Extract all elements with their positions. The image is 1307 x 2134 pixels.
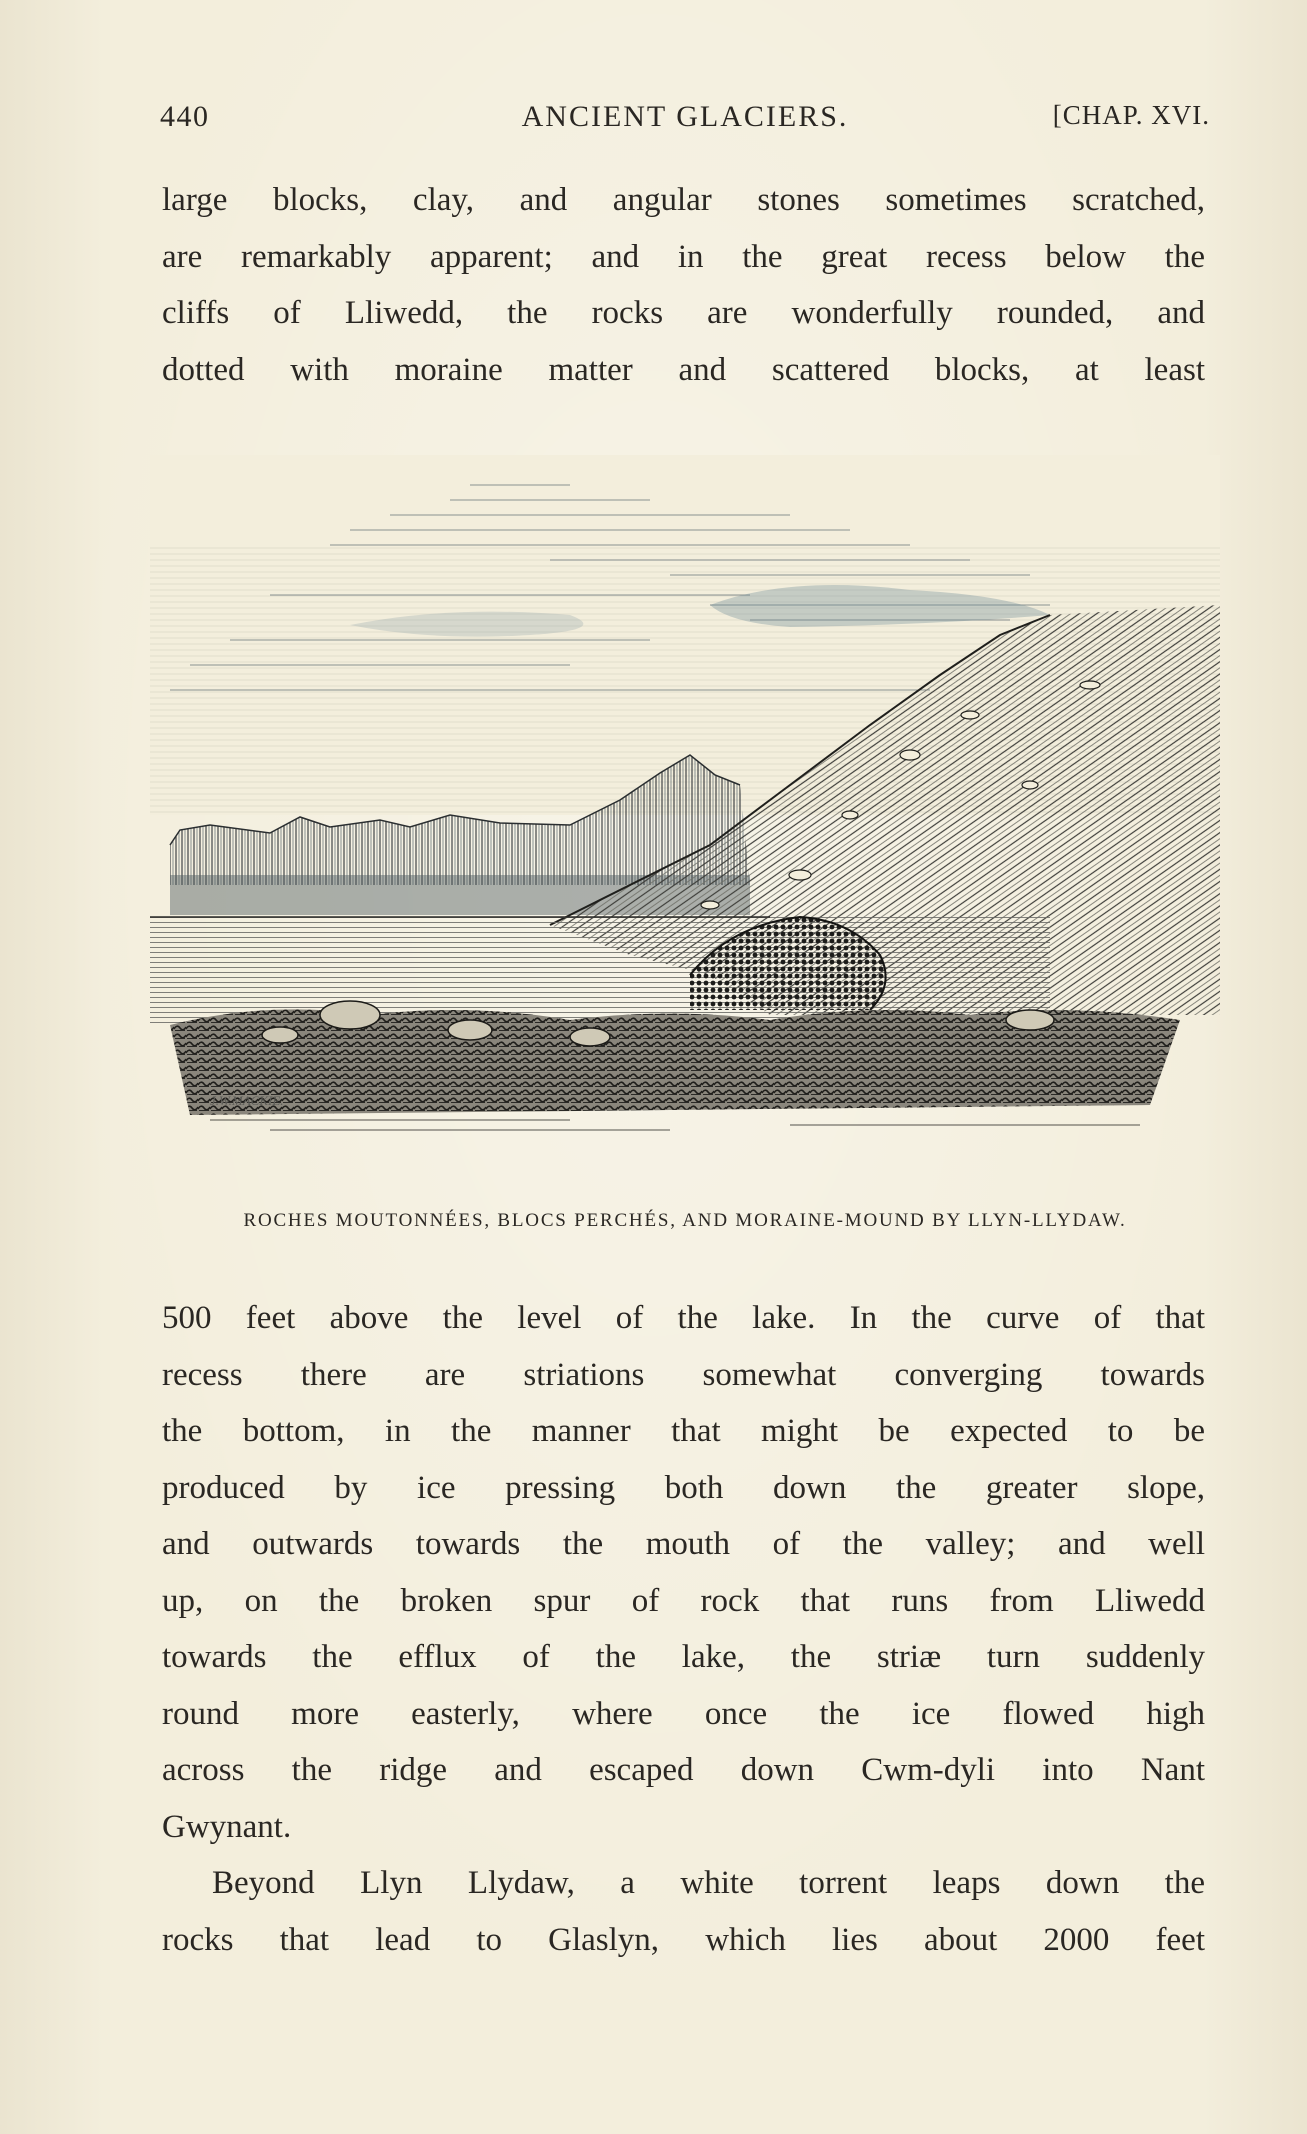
page-number: 440 — [160, 100, 210, 133]
paragraph-2 — [162, 1855, 1205, 1968]
engraver-signature: J.W.MACKIE. — [210, 1093, 284, 1108]
landscape-engraving — [150, 455, 1220, 1170]
text-line: up, on the broken spur of rock that runs from Lliwedd — [162, 1582, 1205, 1619]
engraving-illustration — [150, 455, 1220, 1170]
text-line: Beyond Llyn Llydaw, a white torrent leaps down the — [212, 1865, 1205, 1901]
text-line: 500 feet above the level of the lake. In the curve of that — [162, 1300, 1205, 1336]
text-line: the bottom, in the manner that might be expected to be — [162, 1413, 1205, 1449]
running-head — [160, 100, 1210, 142]
text-line: and outwards towards the mouth of the valley; and well — [162, 1526, 1205, 1562]
paragraph-continued — [162, 172, 1205, 398]
lake-llydaw — [150, 915, 1050, 1025]
text-line: are remarkably apparent; and in the great recess below the — [162, 238, 1205, 275]
chapter-reference: [CHAP. XVI. — [1052, 100, 1210, 130]
text-line: produced by ice pressing both down the greater slope, — [162, 1469, 1205, 1506]
text-line: Gwynant. — [162, 1808, 292, 1845]
text-line: round more easterly, where once the ice flowed high — [162, 1695, 1205, 1732]
text-line: towards the efflux of the lake, the striæ turn suddenly — [162, 1639, 1205, 1675]
text-line: cliffs of Lliwedd, the rocks are wonderfully rounded, and — [162, 295, 1205, 331]
text-block-top — [162, 172, 1205, 398]
text-block-bottom — [162, 1290, 1205, 1968]
text-line: large blocks, clay, and angular stones sometimes scratched, — [162, 182, 1205, 218]
text-line: dotted with moraine matter and scattered blocks, at least — [162, 351, 1205, 388]
text-line: rocks that lead to Glaslyn, which lies about 2000 feet — [162, 1921, 1205, 1958]
running-title: ANCIENT GLACIERS. — [521, 100, 849, 133]
text-line: across the ridge and escaped down Cwm-dyli into Nant — [162, 1752, 1205, 1788]
text-line: recess there are striations somewhat converging towards — [162, 1356, 1205, 1393]
figure-caption: ROCHES MOUTONNÉES, BLOCS PERCHÉS, AND MORAINE-MOUND BY LLYN-LLYDAW. — [243, 1210, 1127, 1231]
paragraph-1 — [162, 1290, 1205, 1855]
foreground-boulders — [170, 1001, 1180, 1130]
